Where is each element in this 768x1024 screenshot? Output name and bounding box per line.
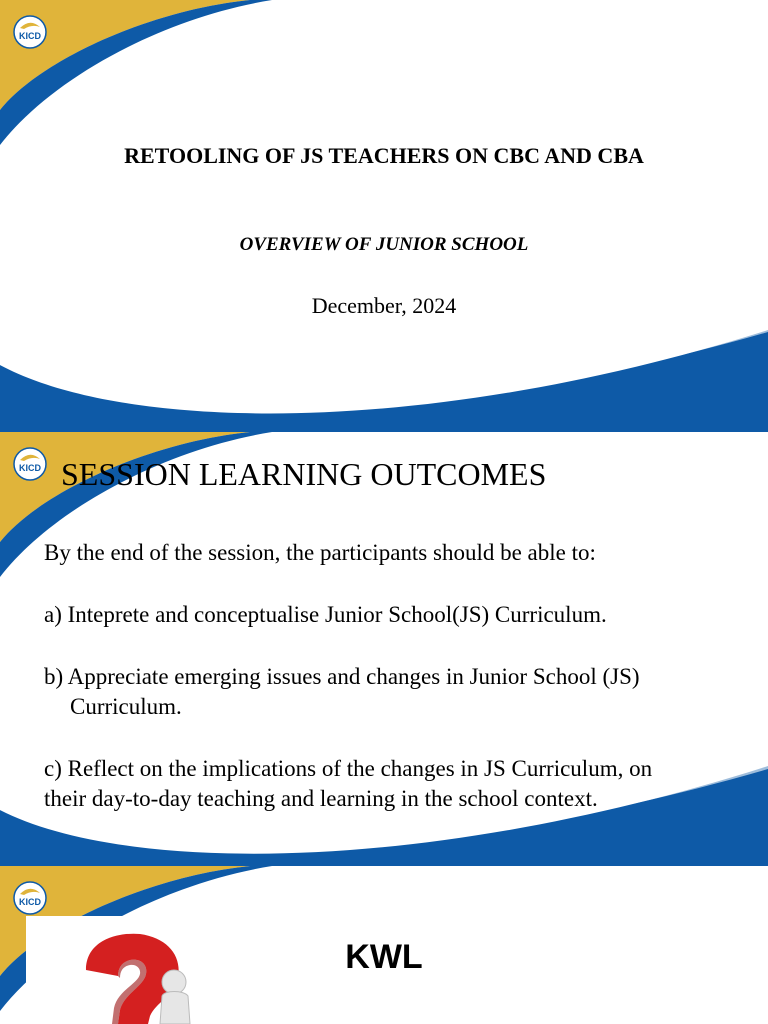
- outcome-item-b: b) Appreciate emerging issues and changes in Junior School (JS): [44, 664, 640, 689]
- section-title: SESSION LEARNING OUTCOMES: [61, 456, 547, 492]
- presentation-date: December, 2024: [311, 293, 457, 318]
- outcome-item-c-cont: their day-to-day teaching and learning in the school context.: [44, 786, 598, 811]
- slide-title: [0, 0, 768, 432]
- slide-kwl: [0, 866, 768, 1024]
- logo-text: KICD: [19, 463, 41, 473]
- kicd-logo-icon: [13, 447, 47, 481]
- logo-text: KICD: [19, 31, 41, 41]
- page-title: RETOOLING OF JS TEACHERS ON CBC AND CBA: [124, 143, 644, 168]
- outcomes-intro: By the end of the session, the participants should be able to:: [44, 540, 596, 565]
- outcome-item-b-cont: Curriculum.: [70, 694, 182, 719]
- slide-outcomes: [0, 432, 768, 866]
- page-subtitle: OVERVIEW OF JUNIOR SCHOOL: [239, 234, 529, 255]
- outcome-item-c: c) Reflect on the implications of the changes in JS Curriculum, on: [44, 756, 653, 781]
- outcome-item-a: a) Inteprete and conceptualise Junior School(JS) Curriculum.: [44, 602, 607, 627]
- kicd-logo-icon: [13, 881, 47, 915]
- logo-text: KICD: [19, 897, 41, 907]
- slide-title-kwl: KWL: [345, 938, 423, 976]
- slide-background: [0, 0, 768, 432]
- kicd-logo-icon: [13, 15, 47, 49]
